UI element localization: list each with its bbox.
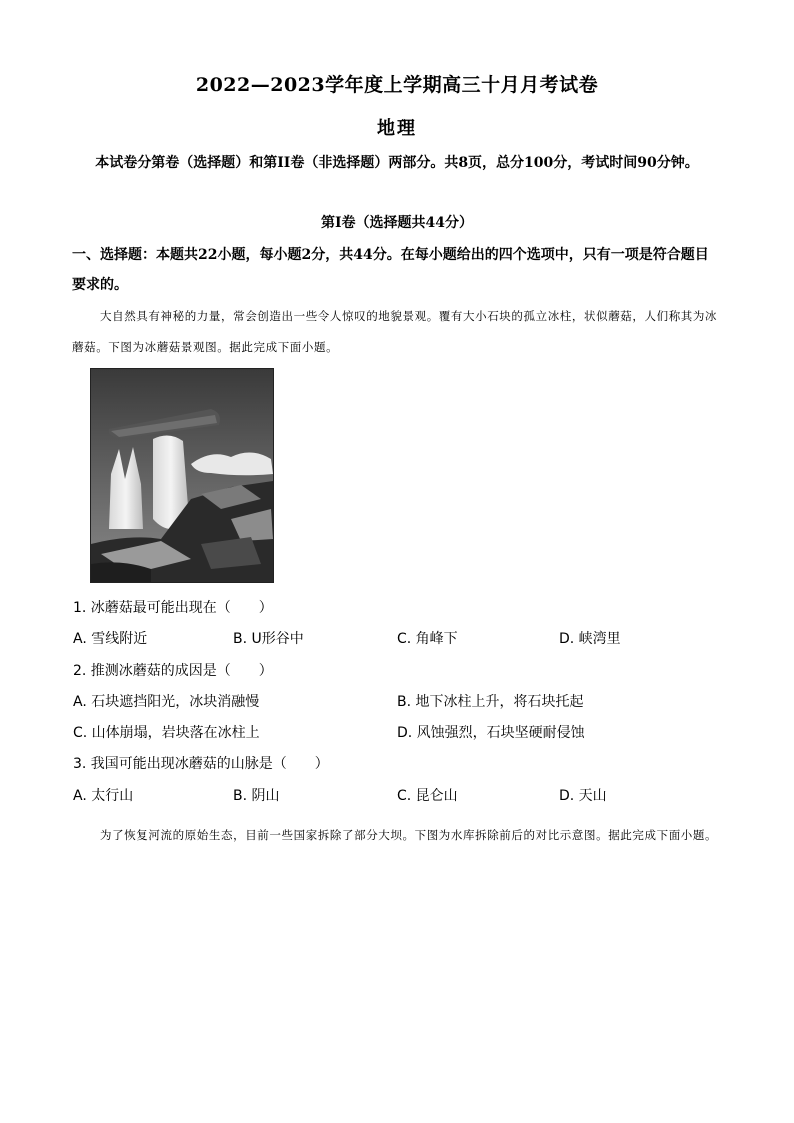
subject-title: 地理: [377, 118, 417, 139]
reading-material-2: 为了恢复河流的原始生态，目前一些国家拆除了部分大坝。下图为水库拆除前后的对比示意图。据此完成下面小题。: [100, 828, 718, 842]
ice-mushroom-photo: [90, 368, 274, 583]
question-1-option-d[interactable]: D. 峡湾里: [559, 631, 621, 647]
question-1-option-a[interactable]: A. 雪线附近: [73, 631, 148, 647]
reading-material-1: 大自然具有神秘的力量，常会创造出一些令人惊叹的地貌景观。覆有大小石块的孤立冰柱，状似蘑菇，人们称其为冰蘑菇。下图为冰蘑菇景观图。据此完成下面小题。: [72, 309, 718, 354]
section-instructions: 一、选择题：本题共22小题，每小题2分，共44分。在每小题给出的四个选项中，只有一项是符合题目要求的。: [72, 247, 709, 293]
question-2-option-d[interactable]: D. 风蚀强烈，石块坚硬耐侵蚀: [397, 725, 585, 741]
question-1-option-b[interactable]: B. U形谷中: [233, 631, 304, 647]
question-3-option-a[interactable]: A. 太行山: [73, 788, 134, 804]
question-1-stem: 1. 冰蘑菇最可能出现在（ ）: [73, 600, 273, 616]
question-2-option-c[interactable]: C. 山体崩塌，岩块落在冰柱上: [73, 725, 260, 741]
question-3-option-d[interactable]: D. 天山: [559, 788, 607, 804]
question-3-option-c[interactable]: C. 昆仑山: [397, 788, 458, 804]
exam-intro: 本试卷分第卷（选择题）和第II卷（非选择题）两部分。共8页，总分100分，考试时间90分钟。: [95, 155, 699, 171]
question-3-option-b[interactable]: B. 阴山: [233, 788, 280, 804]
question-2-stem: 2. 推测冰蘑菇的成因是（ ）: [73, 663, 273, 679]
question-2-option-a[interactable]: A. 石块遮挡阳光，冰块消融慢: [73, 694, 260, 710]
part-one-title: 第I卷（选择题共44分）: [320, 215, 474, 231]
question-3-stem: 3. 我国可能出现冰蘑菇的山脉是（ ）: [73, 756, 329, 772]
question-1-option-c[interactable]: C. 角峰下: [397, 631, 458, 647]
question-2-option-b[interactable]: B. 地下冰柱上升，将石块托起: [397, 694, 584, 710]
exam-title: 2022—2023学年度上学期高三十月月考试卷: [195, 74, 599, 96]
